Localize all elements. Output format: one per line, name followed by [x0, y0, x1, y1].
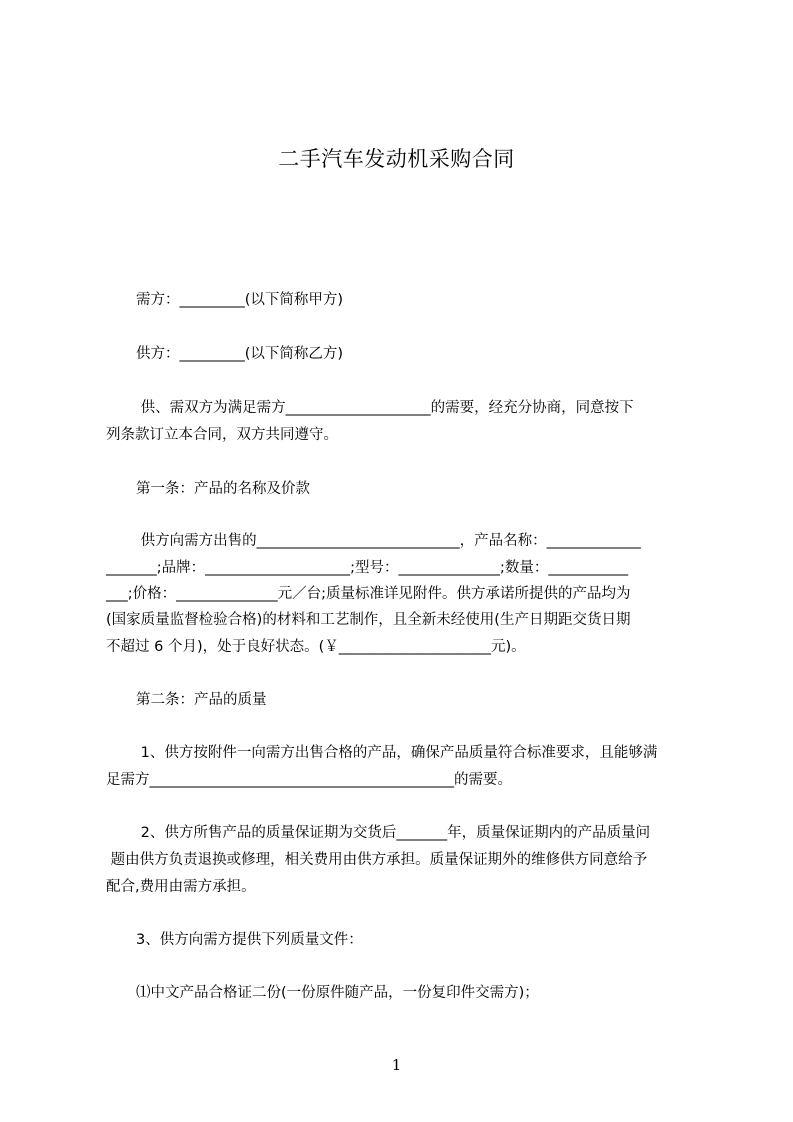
clause-2-1-line-1: 1、供方按附件一向需方出售合格的产品，确保产品质量符合标准要求，且能够满 [136, 745, 658, 761]
article-1-line-4: (国家质量监督检验合格)的材料和工艺制作，且全新未经使用(生产日期距交货日期 [106, 612, 631, 628]
article-1-line-2: _______;品牌：____________________;型号：______________;数量：___________ [106, 560, 629, 576]
page-number: 1 [391, 1056, 402, 1074]
preamble-line-1: 供、需双方为满足需方____________________的需要，经充分协商，同意按下 [136, 400, 634, 416]
clause-2-3-item-1: ⑴中文产品合格证二份(一份原件随产品，一份复印件交需方)； [136, 985, 539, 1001]
preamble-line-2: 列条款订立本合同，双方共同遵守。 [106, 427, 338, 443]
article-2-heading: 第二条：产品的质量 [136, 692, 267, 708]
clause-2-1-line-2: 足需方__________________________________________的需要。 [106, 772, 512, 788]
article-1-heading: 第一条：产品的名称及价款 [136, 481, 310, 497]
clause-2-2-line-1: 2、供方所售产品的质量保证期为交货后_______年，质量保证期内的产品质量问 [136, 825, 651, 841]
clause-2-2-line-2: 题由供方负责退换或修理，相关费用由供方承担。质量保证期外的维修供方同意给予 [106, 852, 648, 868]
article-1-line-3: ___;价格：______________元／台;质量标准详见附件。供方承诺所提供的产品均为 [106, 586, 631, 602]
supplier-line: 供方：_________(以下简称乙方) [136, 346, 344, 362]
clause-2-2-line-3: 配合,费用由需方承担。 [106, 879, 256, 895]
page-title: 二手汽车发动机采购合同 [278, 147, 515, 171]
buyer-line: 需方：_________(以下简称甲方) [136, 292, 344, 308]
article-1-line-5: 不超过 6 个月)，处于良好状态。(￥_____________________元)。 [106, 639, 526, 655]
article-1-line-1: 供方向需方出售的____________________________，产品名称：_____________ [136, 533, 641, 549]
clause-2-3-heading: 3、供方向需方提供下列质量文件： [136, 932, 363, 948]
